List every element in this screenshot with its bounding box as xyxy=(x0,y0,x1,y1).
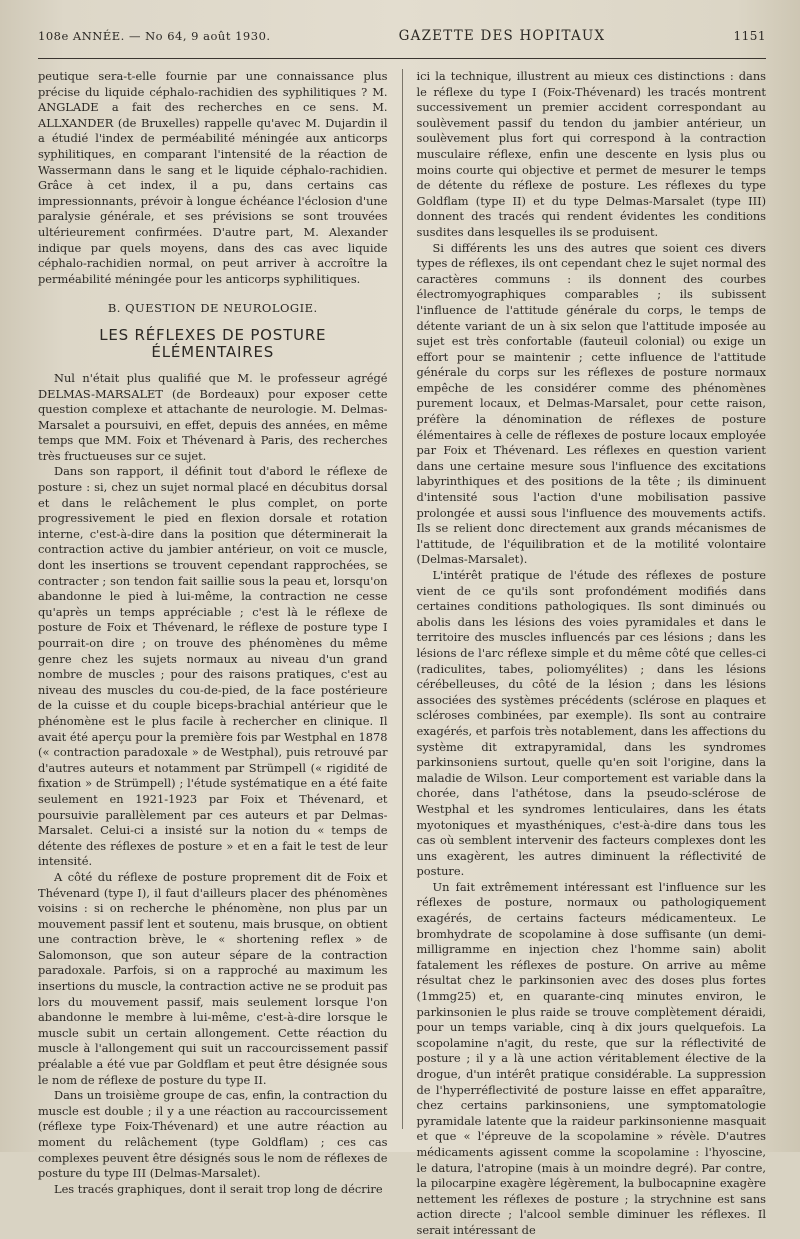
page-number: 1151 xyxy=(733,29,766,43)
paragraph: L'intérêt pratique de l'étude des réflexes de posture vient de ce qu'ils sont profondément modifiés dans certaines conditions pathologiques. Ils sont diminués ou abolis dans les lésions des voies pyramidales et dans le territoire des muscles influencés par ces lésions ; dans les lésions de l'arc réflexe simple et du même côté que celles-ci (radiculites, tabes, poliomyélites) ; dans les lésions cérébelleuses, du côté de la lésion ; dans les lésions associées des systèmes précédents (sclérose en plaques et scléroses combinées, par exemple). Ils sont au contraire exagérés, et parfois très notablement, dans les affections du système dit extrapyramidal, dans les syndromes parkinsoniens surtout, quelle qu'en soit l'origine, dans la maladie de Wilson. Leur comportement est variable dans la chorée, dans l'athétose, dans la pseudo-sclérose de Westphal et les syndromes lenticulaires, dans les états myotoniques et myasthéniques, c'est-à-dire dans tous les cas où semblent intervenir des facteurs complexes dont les uns exagèrent, les autres diminuent la réflectivité de posture. xyxy=(416,568,767,879)
issue-info: 108e ANNÉE. — No 64, 9 août 1930. xyxy=(38,29,271,43)
right-column xyxy=(416,69,767,1237)
paragraph: Un fait extrêmement intéressant est l'influence sur les réflexes de posture, normaux ou pathologiquement exagérés, de certains facteurs médicamenteux. Le bromhydrate de scopolamine à dose suffisante (un demi-milligramme en injection chez l'homme sain) abolit fatalement les réflexes de posture. On arrive au même résultat chez le parkinsonien avec des doses plus fortes (1mmg25) et, en quarante-cinq minutes environ, le parkinsonien le plus raide se trouve complètement déraidi, pour un temps variable, cinq à dix jours quelquefois. La scopolamine n'agit, du reste, que sur la réflectivité de posture ; il y a là une action véritablement élective de la drogue, d'un intérêt pratique considérable. La suppression de l'hyperréflectivité de posture laisse en effet apparaître, chez certains parkinsoniens, une symptomatologie pyramidale latente que la raideur parkinsonienne masquait et que « l'épreuve de la scopolamine » révèle. D'autres médicaments agissent comme la scopolamine : l'hyoscine, le datura, l'atropine (mais à un moindre degré). Par contre, la pilocarpine exagère légèrement, la bulbocapnine exagère nettement les réflexes de posture ; la strychnine est sans action directe ; l'alcool semble diminuer les réflexes. Il serait intéressant de xyxy=(416,879,767,1237)
article-title xyxy=(38,327,388,361)
header-rule xyxy=(38,58,766,59)
page-header xyxy=(38,28,766,52)
paragraph: Les tracés graphiques, dont il serait trop long de décrire xyxy=(54,1181,383,1196)
journal-title: GAZETTE DES HOPITAUX xyxy=(398,28,606,44)
paragraph: A côté du réflexe de posture proprement dit de Foix et Thévenard (type I), il faut d'ailleurs placer des phénomènes voisins : si on recherche le phénomène, non plus par un mouvement passif lent et soutenu, mais brusque, on obtient une contraction brève, le « shortening reflex » de Salomonson, que son auteur sépare de la contraction paradoxale. Parfois, si on a rapproché au maximum les insertions du muscle, la contraction active ne se produit pas lors du mouvement passif, mais seulement lorsque l'on abandonne le membre à lui-même, c'est-à-dire lorsque le muscle subit un certain allongement. Cette réaction du muscle à l'allongement qui suit un raccourcissement passif préalable a été vue par Goldflam et peut être désignée sous le nom de réflexe de posture du type II. xyxy=(38,869,388,1087)
section-heading: B. QUESTION DE NEUROLOGIE. xyxy=(107,301,318,316)
article-title-line2: ÉLÉMENTAIRES xyxy=(151,342,275,361)
paragraph: Dans son rapport, il définit tout d'abord le réflexe de posture : si, chez un sujet normal placé en décubitus dorsal et dans le relâchement le plus complet, on porte progressivement le pied en flexion dorsale et rotation interne, c'est-à-dire dans la position que déterminerait la contraction active du jambier antérieur, on voit ce muscle, dont les insertions se trouvent cependant rapprochées, se contracter ; son tendon fait saillie sous la peau et, lorsqu'on abandonne le pied à lui-même, la contraction ne cesse qu'après un temps appréciable ; c'est là le réflexe de posture de Foix et Thévenard, le réflexe de posture type I pourrait-on dire ; on trouve des phénomènes du même genre chez les sujets normaux au niveau d'un grand nombre de muscles ; pour des raisons pratiques, c'est au niveau des muscles du cou-de-pied, de la face postérieure de la cuisse et du couple biceps-brachial antérieur que le phénomène est le plus facile à rechercher en clinique. Il avait été aperçu pour la première fois par Westphal en 1878 (« contraction paradoxale » de Westphal), puis retrouvé par d'autres auteurs et notamment par Strümpell (« rigidité de fixation » de Strümpell) ; l'étude systématique en a été faite seulement en 1921-1923 par Foix et Thévenard, et poursuivie parallèlement par ces auteurs et par Delmas-Marsalet. Celui-ci a insisté sur la notion du « temps de détente des réflexes de posture » et en a fait le test de leur intensité. xyxy=(38,464,388,869)
paragraph: peutique sera-t-elle fournie par une connaissance plus précise du liquide céphalo-rachidien des syphilitiques ? M. ANGLADE a fait des recherches en ce sens. M. ALLXANDER (de Bruxelles) rappelle qu'avec M. Dujardin il a étudié l'index de perméabilité méningée aux anticorps syphilitiques, en comparant l'intensité de la réaction de Wassermann dans le sang et le liquide céphalo-rachidien. Grâce à cet index, il a pu, dans certains cas impressionnants, prévoir à longue échéance l'éclosion d'une paralysie générale, et ses prévisions se sont trouvées ultérieurement confirmées. D'autre part, M. Alexander indique par quels moyens, dans des cas avec liquide céphalo-rachidien normal, on peut arriver à accroître la perméabilité méningée pour les anticorps syphilitiques. xyxy=(38,69,388,286)
column-divider xyxy=(402,69,403,1129)
paragraph: Nul n'était plus qualifié que M. le professeur agrégé DELMAS-MARSALET (de Bordeaux) pour exposer cette question complexe et attachante de neurologie. M. Delmas-Marsalet a poursuivi, en effet, depuis des années, en même temps que MM. Foix et Thévenard à Paris, des recherches très fructueuses sur ce sujet. xyxy=(38,370,388,463)
paragraph: Si différents les uns des autres que soient ces divers types de réflexes, ils ont cependant chez le sujet normal des caractères communs : ils donnent des courbes électromyographiques comparables ; ils subissent l'influence de l'attitude générale du corps, le temps de détente variant de un à six selon que l'attitude imposée au sujet est très confortable (fauteuil colonial) ou exige un effort pour se maintenir ; cette influence de l'attitude générale du corps sur les réflexes de posture normaux empêche de les considérer comme des phénomènes purement locaux, et Delmas-Marsalet, pour cette raison, préfère la dénomination de réflexes de posture élémentaires à celle de réflexes de posture locaux employée par Foix et Thévenard. Les réflexes en question varient dans une certaine mesure sous l'influence des excitations labyrinthiques et des positions de la tête ; ils diminuent d'intensité sous l'action d'une mobilisation passive prolongée et aussi sous l'influence des mouvements actifs. Ils se relient donc directement aux grands mécanismes de l'attitude, de l'équilibration et de la motilité volontaire (Delmas-Marsalet). xyxy=(416,240,767,567)
article-columns xyxy=(38,69,767,1237)
paragraph: Dans un troisième groupe de cas, enfin, la contraction du muscle est double ; il y a une réaction au raccourcissement (réflexe type Foix-Thévenard) et une autre réaction au moment du relâchement (type Goldflam) ; ces cas complexes peuvent être désignés sous le nom de réflexes de posture du type III (Delmas-Marsalet). xyxy=(38,1088,388,1181)
paragraph: ici la technique, illustrent au mieux ces distinctions : dans le réflexe du type I (Foix-Thévenard) les tracés montrent successivement un premier accident correspondant au soulèvement passif du tendon du jambier antérieur, un soulèvement plus fort qui correspond à la contraction musculaire réflexe, enfin une descente en lysis plus ou moins courte qui objective et permet de mesurer le temps de détente du réflexe de posture. Les réflexes du type Goldflam (type II) et du type Delmas-Marsalet (type III) donnent des tracés qui rendent évidentes les conditions susdites dans lesquelles ils se produisent. xyxy=(416,69,767,239)
article-title-line1: LES RÉFLEXES DE POSTURE xyxy=(99,325,327,344)
left-column xyxy=(38,69,388,1196)
